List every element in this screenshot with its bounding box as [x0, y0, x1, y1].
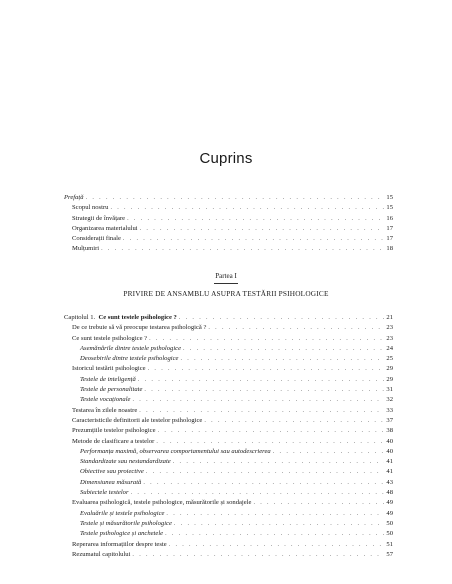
toc-entry-label: Evaluările și testele psihologice — [80, 509, 165, 517]
chapter-number: Capitolul 1. — [64, 314, 99, 321]
dot-leader — [169, 540, 385, 550]
toc-entry — [64, 437, 393, 447]
toc-entry — [64, 224, 393, 234]
toc-entry-label: Prezumțiile testelor psihologice — [72, 427, 156, 435]
toc-entry-label: Subiectele testelor — [80, 489, 129, 497]
toc-entry-page: 43 — [386, 478, 393, 486]
toc-entry-page: 24 — [386, 344, 393, 352]
toc-entry — [64, 313, 393, 323]
dot-leader — [132, 550, 384, 560]
toc-entry-label: Testarea în zilele noastre — [72, 406, 138, 414]
toc-entry — [64, 478, 393, 488]
toc-entry-label: Mulțumiri — [72, 245, 100, 253]
toc-entry-label: Istoricul testării psihologice — [72, 365, 146, 373]
dot-leader — [173, 457, 385, 467]
toc-entry-label: Asemănările dintre testele psihologice — [80, 344, 182, 352]
dot-leader — [110, 203, 384, 213]
toc-entry — [64, 375, 393, 385]
toc-entry — [64, 214, 393, 224]
part-title: PRIVIRE DE ANSAMBLU ASUPRA TESTĂRII PSIHOLOGICE — [123, 289, 329, 298]
dot-leader — [208, 323, 384, 333]
dot-leader — [144, 385, 384, 395]
toc-entry-label: Metode de clasificare a testelor — [72, 437, 155, 445]
toc-entry — [64, 519, 393, 529]
toc-entry — [64, 203, 393, 213]
toc-entry — [64, 334, 393, 344]
toc-entry — [64, 498, 393, 508]
toc-entry-label: Obiective sau proiective — [80, 468, 144, 476]
dot-leader — [149, 334, 384, 344]
toc-entry-page: 49 — [386, 499, 393, 507]
page-title: Cuprins — [199, 150, 253, 167]
toc-entry — [64, 540, 393, 550]
toc-entry — [64, 244, 393, 254]
toc-entry-page: 50 — [386, 530, 393, 538]
toc-entry-label: Strategii de învățare — [72, 214, 126, 222]
toc-entry — [64, 385, 393, 395]
dot-leader — [131, 488, 385, 498]
toc-entry-page: 48 — [386, 489, 393, 497]
toc-entry-label: Dimensiunea măsurată — [80, 478, 142, 486]
toc-entry — [64, 364, 393, 374]
dot-leader — [101, 244, 384, 254]
toc-entry-page: 18 — [386, 245, 393, 253]
dot-leader — [146, 467, 385, 477]
toc-part1-section — [64, 313, 393, 560]
dot-leader — [183, 344, 384, 354]
toc-entry — [64, 488, 393, 498]
toc-entry-page: 21 — [386, 314, 393, 321]
toc-entry-page: 29 — [386, 375, 393, 383]
toc-preface-section — [64, 193, 393, 255]
toc-entry-label: Considerații finale — [72, 235, 121, 243]
toc-entry-page: 38 — [386, 427, 393, 435]
toc-entry-label: Reperarea informațiilor despre teste — [72, 540, 167, 548]
toc-entry-label: Testele de personalitate — [80, 386, 143, 394]
toc-entry-label: Testele psihologice și anchetele — [80, 530, 164, 538]
dot-leader — [156, 437, 384, 447]
dot-leader — [132, 395, 384, 405]
toc-entry — [64, 193, 393, 203]
toc-entry-page: 57 — [386, 550, 393, 558]
toc-entry-label: Testele de inteligență — [80, 375, 136, 383]
dot-leader — [165, 529, 384, 539]
toc-entry-page: 29 — [386, 365, 393, 373]
toc-entry — [64, 395, 393, 405]
toc-entry-label: Performanța maximă, observarea comportamentului sau autodescrierea — [80, 447, 271, 455]
toc-entry-page: 40 — [386, 437, 393, 445]
dot-leader — [158, 426, 385, 436]
toc-entry-page: 32 — [386, 396, 393, 404]
dot-leader — [148, 364, 385, 374]
toc-entry-page: 17 — [386, 224, 393, 232]
toc-entry-page: 25 — [386, 355, 393, 363]
toc-entry — [64, 529, 393, 539]
dot-leader — [140, 224, 385, 234]
toc-entry-label: Testele vocaționale — [80, 396, 131, 404]
toc-entry — [64, 323, 393, 333]
toc-entry-page: 51 — [386, 540, 393, 548]
dot-leader — [204, 416, 384, 426]
toc-entry-page: 40 — [386, 447, 393, 455]
toc-entry-page: 15 — [386, 204, 393, 212]
dot-leader — [253, 498, 384, 508]
toc-entry-label: Caracteristicile definitorii ale testelor psihologice — [72, 416, 203, 424]
dot-leader — [139, 406, 384, 416]
toc-entry-page: 49 — [386, 509, 393, 517]
toc-entry-label: Testele și măsurătorile psihologice — [80, 519, 172, 527]
toc-entry — [64, 416, 393, 426]
toc-entry-page: 41 — [386, 468, 393, 476]
chapter-title: Ce sunt testele psihologice ? — [98, 314, 177, 321]
dot-leader — [143, 478, 384, 488]
dot-leader — [166, 509, 384, 519]
dot-leader — [273, 447, 385, 457]
toc-entry-page: 17 — [386, 235, 393, 243]
toc-entry-page: 33 — [386, 406, 393, 414]
toc-entry-page: 41 — [386, 458, 393, 466]
dot-leader — [123, 234, 385, 244]
toc-entry — [64, 467, 393, 477]
toc-entry-page: 23 — [386, 334, 393, 342]
dot-leader — [127, 214, 384, 224]
toc-entry-label: Deosebirile dintre testele psihologice — [80, 355, 179, 363]
toc-entry-label: Standardizate sau nestandardizate — [80, 458, 171, 466]
toc-entry-page: 50 — [386, 519, 393, 527]
dot-leader — [180, 354, 384, 364]
toc-entry — [64, 550, 393, 560]
dot-leader — [138, 375, 385, 385]
toc-entry-page: 16 — [386, 214, 393, 222]
toc-entry — [64, 426, 393, 436]
toc-entry — [64, 354, 393, 364]
toc-entry — [64, 509, 393, 519]
toc-entry-label: De ce trebuie să vă preocupe testarea psihologică ? — [72, 324, 207, 332]
toc-entry-label: Rezumatul capitolului — [72, 550, 131, 558]
toc-entry — [64, 234, 393, 244]
toc-entry-label: Organizarea materialului — [72, 224, 138, 232]
toc-entry-label: Scopul nostru — [72, 204, 109, 212]
toc-entry — [64, 457, 393, 467]
toc-entry — [64, 344, 393, 354]
dot-leader — [179, 313, 385, 323]
dot-leader — [174, 519, 385, 529]
toc-entry-label: Prefață — [64, 194, 84, 201]
toc-entry — [64, 406, 393, 416]
toc-entry-page: 15 — [386, 194, 393, 201]
toc-entry-label: Evaluarea psihologică, testele psihologice, măsurătorile și sondajele — [72, 499, 252, 507]
toc-entry-label — [64, 313, 179, 323]
part-label: Partea I — [215, 272, 237, 280]
toc-entry-label: Ce sunt testele psihologice ? — [72, 334, 148, 342]
toc-entry — [64, 447, 393, 457]
part-divider — [214, 283, 238, 284]
toc-entry-page: 31 — [386, 386, 393, 394]
toc-entry-page: 37 — [386, 416, 393, 424]
toc-entry-page: 23 — [386, 324, 393, 332]
dot-leader — [86, 193, 385, 203]
